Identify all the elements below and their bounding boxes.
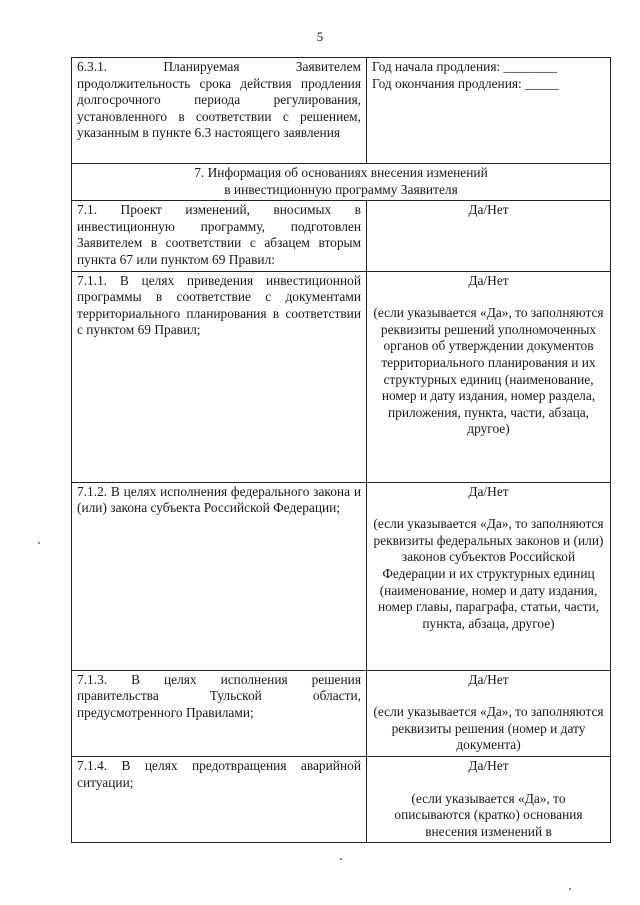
application-form-table (71, 57, 611, 843)
page-number: 5 (316, 29, 324, 44)
answer-yes-no: Да/Нет (468, 671, 509, 687)
item-7-1-1-answer (367, 271, 611, 482)
item-7-1-label: 7.1. Проект изменений, вносимых в инвестиционную программу, подготовлен Заявителем в соответствии с абзацем вторым пункта 67 или пунктом 69 Правил: (72, 201, 367, 271)
scan-speck (340, 858, 342, 860)
scan-speck (569, 888, 571, 890)
table-row (72, 58, 611, 164)
table-row (72, 756, 611, 842)
table-row (72, 670, 611, 756)
item-7-1-2-label: 7.1.2. В целях исполнения федерального закона и (или) закона субъекта Российской Федерации; (72, 482, 367, 670)
item-7-1-2-answer (367, 482, 611, 670)
extension-start-year: Год начала продления: ________ (372, 59, 558, 74)
item-7-1-3-answer (367, 670, 611, 756)
item-6-3-1-answer (367, 58, 611, 164)
item-7-1-1-label: 7.1.1. В целях приведения инвестиционной программы в соответствие с документами территориального планирования в соответствии с пунктом 69 Правил; (72, 271, 367, 482)
answer-yes-no: Да/Нет (468, 757, 509, 773)
answer-note: (если указывается «Да», то заполняются реквизиты решений уполномоченных органов об утверждении документов территориального планирования и их структурных единиц (наименование, номер и дату издания, номер раздела, приложения, пункта, части, абзаца, другое) (373, 305, 604, 437)
table-row (72, 201, 611, 271)
extension-end-year: Год окончания продления: _____ (372, 75, 559, 91)
item-7-1-3-label: 7.1.3. В целях исполнения решения правительства Тульской области, предусмотренного Правилами; (72, 670, 367, 756)
answer-yes-no: Да/Нет (468, 483, 509, 499)
section-7-heading (72, 164, 611, 201)
answer-note: (если указывается «Да», то заполняются реквизиты федеральных законов и (или) законов субъектов Российской Федерации и их структурных единиц (наименование, номер и дату издания, номер главы, параграфа, статьи, части, пункта, абзаца, другое) (373, 516, 604, 631)
item-7-1-4-label: 7.1.4. В целях предотвращения аварийной ситуации; (72, 756, 367, 842)
item-6-3-1-label: 6.3.1. Планируемая Заявителем продолжительность срока действия продления долгосрочного периода регулирования, установленного в соответствии с решением, указанным в пункте 6.3 настоящего заявления (72, 58, 367, 164)
table-row (72, 271, 611, 482)
answer-note: (если указывается «Да», то заполняются реквизиты решения (номер и дату документа) (373, 704, 604, 753)
table-row (72, 164, 611, 201)
item-7-1-4-answer (367, 756, 611, 842)
section-7-title-line1: 7. Информация об основаниях внесения изменений (194, 165, 488, 180)
section-7-title-line2: в инвестиционную программу Заявителя (224, 181, 458, 197)
scan-speck (38, 542, 40, 544)
table-row (72, 482, 611, 670)
answer-yes-no: Да/Нет (468, 272, 509, 288)
item-7-1-answer: Да/Нет (367, 201, 611, 271)
answer-note: (если указывается «Да», то описываются (кратко) основания внесения изменений в (394, 790, 583, 839)
